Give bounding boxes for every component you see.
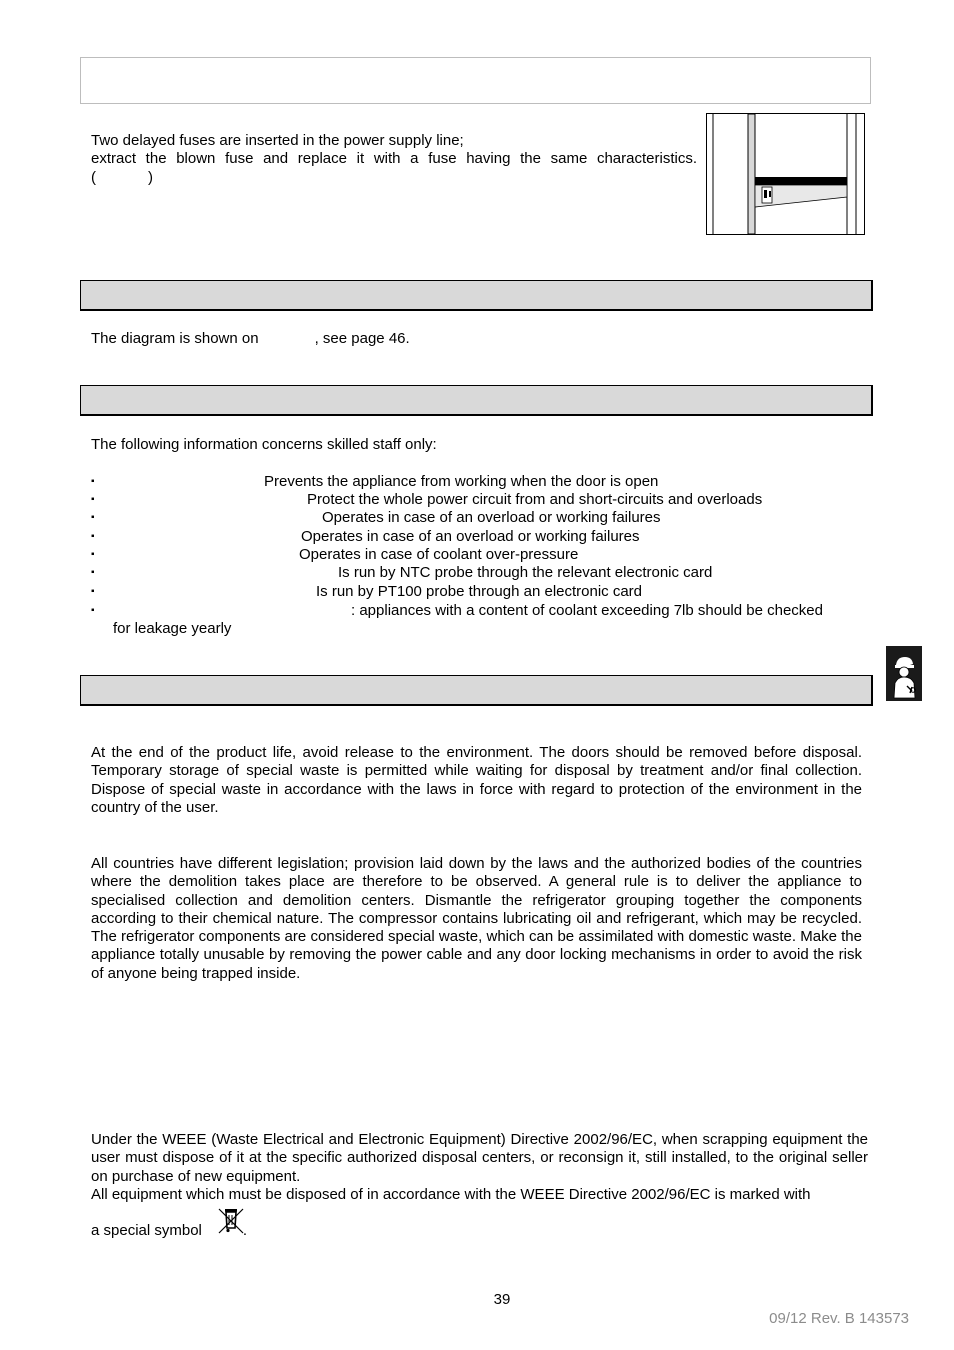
fuses-line-3: ( ) <box>91 168 153 186</box>
fuses-line-2: extract the blown fuse and replace it with a fuse having the same characteristics. <box>91 150 697 168</box>
section-bar-wiring-diagram <box>80 280 873 311</box>
revision-label: 09/12 Rev. B 143573 <box>769 1310 909 1327</box>
disposal-paragraph-2: All countries have different legislation; provision laid down by the laws and the authorized bodies of the countries where the demolition takes place are therefore to be observed. A general rule is to deliver the appliance to specialised collection and demolition centers. Dismantle the refrigerator grouping together the components according to their chemical nature. The compressor contains lubricating oil and refrigerant, which may be recycled. The refrigerator components are considered special waste, which can be assimilated with domestic waste. Make the appliance totally unusable by removing the power cable and any door locking mechanisms in order to avoid the risk of anyone being trapped inside. <box>91 855 862 982</box>
technician-icon <box>886 646 922 701</box>
list-item: ▪ Operates in case of an overload or working failures <box>91 509 661 526</box>
list-item: ▪ Prevents the appliance from working when the door is open <box>91 473 659 490</box>
fuses-text <box>91 132 697 187</box>
list-item: ▪ Operates in case of coolant over-pressure <box>91 546 579 563</box>
weee-paragraph: Under the WEEE (Waste Electrical and Electronic Equipment) Directive 2002/96/EC, when scrapping equipment the user must dispose of it at the specific authorized disposal centers, or reconsign it, still installed, to the original seller on purchase of new equipment. <box>91 1131 868 1185</box>
fuses-line-1: Two delayed fuses are inserted in the power supply line; <box>91 132 464 149</box>
diagram-text: The diagram is shown on , see page 46. <box>91 330 410 347</box>
fuse-box-illustration-icon <box>706 113 865 235</box>
list-item: ▪ Is run by NTC probe through the relevant electronic card <box>91 564 713 581</box>
safety-intro: The following information concerns skilled staff only: <box>91 436 437 453</box>
section-title-box-fuses <box>80 57 871 104</box>
weee-line-2: All equipment which must be disposed of in accordance with the WEEE Directive 2002/96/EC is marked with <box>91 1186 811 1203</box>
disposal-paragraph-1: At the end of the product life, avoid release to the environment. The doors should be removed before disposal. Temporary storage of special waste is permitted while waiting for disposal by treatment and/or final collection. Dispose of special waste in accordance with the laws in force with regard to protection of the environment in the country of the user. <box>91 744 862 816</box>
page-number: 39 <box>493 1291 511 1308</box>
list-item: ▪ Is run by PT100 probe through an electronic card <box>91 583 643 600</box>
weee-line-3: a special symbol . <box>91 1222 248 1239</box>
section-bar-safety-devices <box>80 385 873 416</box>
list-item: ▪ Protect the whole power circuit from and short-circuits and overloads <box>91 491 763 508</box>
crossed-out-wheelie-bin-icon <box>216 1206 246 1236</box>
list-item: ▪ : appliances with a content of coolant exceeding 7lb should be checked for leakage yearly <box>91 602 823 637</box>
list-item: ▪ Operates in case of an overload or working failures <box>91 528 640 545</box>
section-bar-disposal <box>80 675 873 706</box>
